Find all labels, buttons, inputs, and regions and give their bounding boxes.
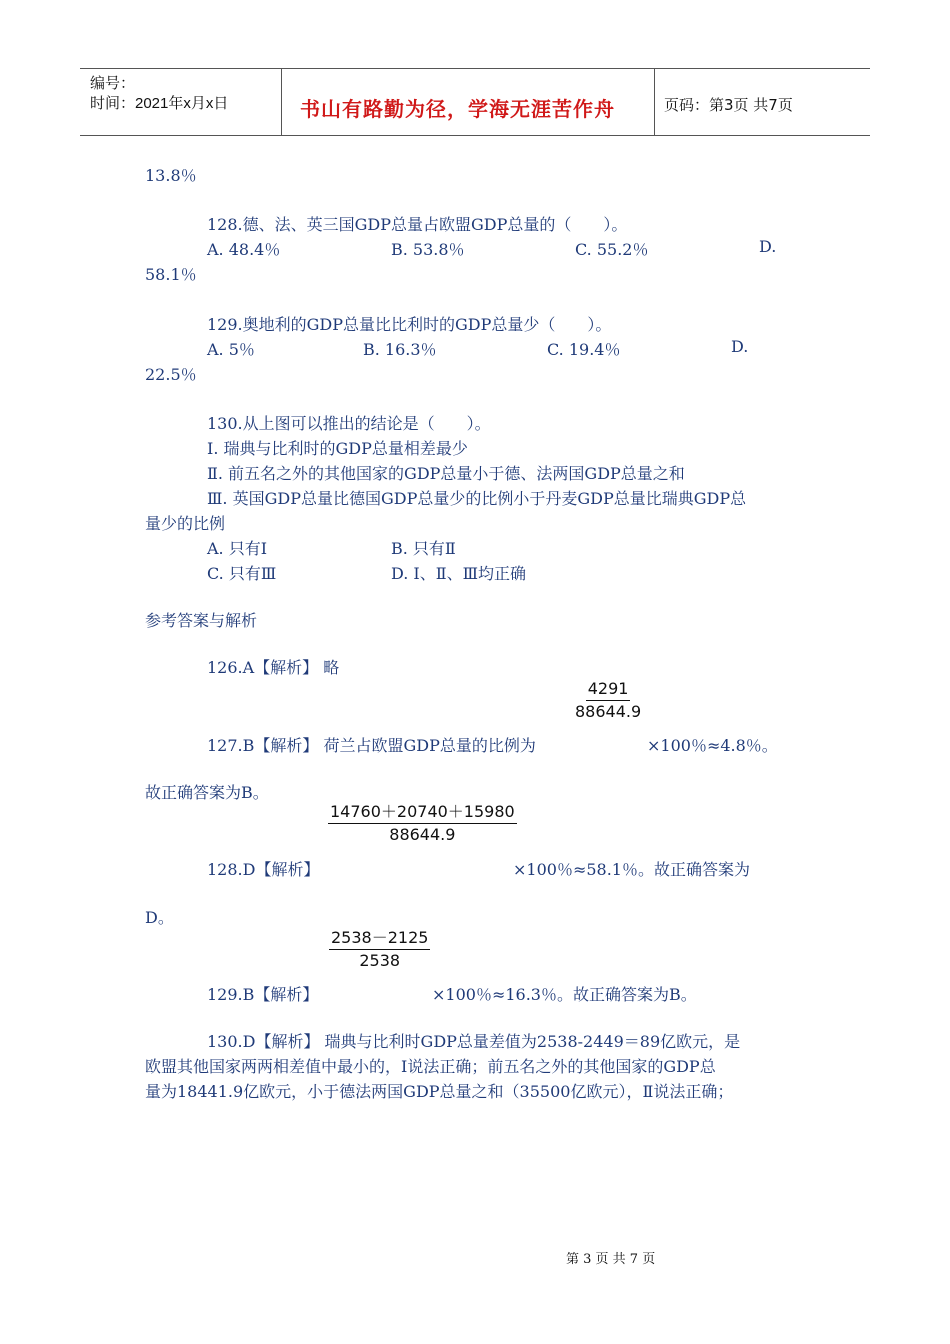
answer-127-wrap: 故正确答案为B。	[145, 783, 269, 802]
header-bottom-rule	[80, 135, 870, 136]
answer-130-line-2: 欧盟其他国家两两相差值中最小的，Ⅰ说法正确；前五名之外的其他国家的GDP总	[145, 1057, 716, 1076]
answer-129-fraction	[329, 928, 430, 972]
question-128-stem: 128.德、法、英三国GDP总量占欧盟GDP总量的（ ）。	[207, 215, 628, 234]
answer-129-suffix: ×100％≈16.3％。故正确答案为B。	[432, 985, 697, 1004]
answer-127-suffix: ×100％≈4.8％。	[647, 736, 778, 755]
answer-127-prefix: 127.B【解析】 荷兰占欧盟GDP总量的比例为	[207, 736, 536, 755]
answer-128-numerator: 14760＋20740＋15980	[328, 802, 517, 824]
answer-129-prefix: 129.B【解析】	[207, 985, 319, 1004]
q128-option-d-wrap: 58.1％	[145, 265, 197, 284]
question-129-stem: 129.奥地利的GDP总量比比利时的GDP总量少（ ）。	[207, 315, 612, 334]
answer-129-denominator: 2538	[359, 951, 401, 970]
answer-127-fraction	[575, 679, 641, 723]
q129-option-d-wrap: 22.5％	[145, 365, 197, 384]
q130-statement-3-wrap: 量少的比例	[145, 514, 226, 533]
q130-statement-1: Ⅰ. 瑞典与比利时的GDP总量相差最少	[207, 439, 468, 458]
q130-statement-2: Ⅱ. 前五名之外的其他国家的GDP总量小于德、法两国GDP总量之和	[207, 464, 685, 483]
q128-option-d: D.	[759, 237, 777, 256]
header-divider-left	[281, 68, 282, 136]
answer-130-line-1: 130.D【解析】 瑞典与比利时GDP总量差值为2538-2449＝89亿欧元，是	[207, 1032, 741, 1051]
q130-option-c: C. 只有Ⅲ	[207, 564, 277, 583]
q129-option-b: B. 16.3％	[363, 340, 437, 359]
header-code-label: 编号：	[90, 75, 136, 92]
q130-option-d: D. Ⅰ、Ⅱ、Ⅲ均正确	[391, 564, 527, 583]
q128-option-a: A. 48.4％	[207, 240, 281, 259]
q130-statement-3: Ⅲ. 英国GDP总量比德国GDP总量少的比例小于丹麦GDP总量比瑞典GDP总	[207, 489, 747, 508]
answer-128-denominator: 88644.9	[389, 825, 456, 844]
answer-128-fraction	[328, 802, 517, 846]
answers-heading: 参考答案与解析	[145, 611, 258, 630]
page-footer: 第 3 页 共 7 页	[566, 1252, 656, 1267]
q129-option-d: D.	[731, 337, 749, 356]
header-page-info: 页码：第3页 共7页	[664, 96, 793, 114]
header-top-rule	[80, 68, 870, 69]
q129-option-c: C. 19.4％	[547, 340, 621, 359]
answer-130-line-3: 量为18441.9亿欧元，小于德法两国GDP总量之和（35500亿欧元），Ⅱ说法正确；	[145, 1082, 734, 1101]
q130-option-a: A. 只有Ⅰ	[207, 539, 268, 558]
q128-option-b: B. 53.8％	[391, 240, 465, 259]
answer-128-suffix: ×100％≈58.1％。故正确答案为	[513, 860, 750, 879]
answer-128-wrap: D。	[145, 908, 174, 927]
q130-option-b: B. 只有Ⅱ	[391, 539, 456, 558]
header-time-label: 时间：2021年x月x日	[90, 95, 229, 112]
q129-option-a: A. 5％	[207, 340, 255, 359]
prev-answer-wrap: 13.8％	[145, 166, 197, 185]
answer-129-numerator: 2538－2125	[329, 928, 430, 950]
answer-127-denominator: 88644.9	[575, 702, 642, 721]
answer-126: 126.A【解析】 略	[207, 658, 340, 677]
question-130-stem: 130.从上图可以推出的结论是（ ）。	[207, 414, 491, 433]
q128-option-c: C. 55.2％	[575, 240, 649, 259]
header-divider-right	[654, 68, 655, 136]
header-motto: 书山有路勤为径，学海无涯苦作舟	[300, 97, 615, 121]
answer-127-numerator: 4291	[586, 679, 631, 701]
answer-128-prefix: 128.D【解析】	[207, 860, 320, 879]
